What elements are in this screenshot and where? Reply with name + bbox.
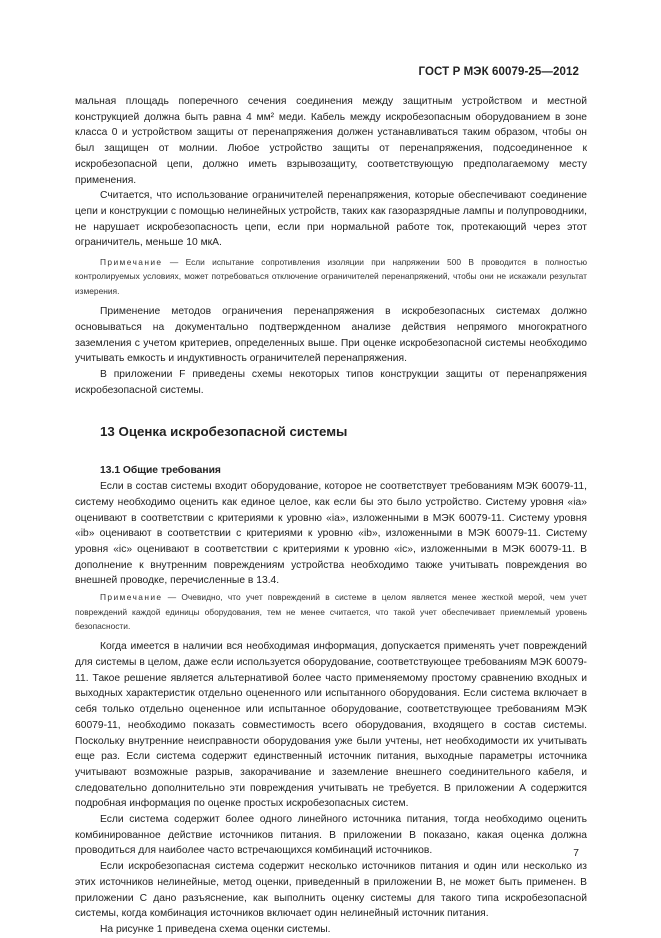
note-text: — Если испытание сопротивления изоляции при напряжении 500 В проводится в полностью контролируемых условиях, может потребоваться отключение ограничителей перенапряжений, чтобы они не искажали результат измерения.: [75, 257, 587, 296]
note: [75, 590, 587, 633]
paragraph: мальная площадь поперечного сечения соединения между защитным устройством и местной конструкцией должна быть равна 4 мм² меди. Кабель между искробезопасным оборудованием в зоне класса 0 и устройством защиты от перенапряжения должен устанавливаться таким образом, чтобы он был защищен от молнии. Любое устройство защиты от перенапряжения, подсоединенное к искробезопасной цепи, должно иметь взрывозащиту, соответствующую предполагаемому месту применения.: [75, 96, 587, 186]
paragraph: Если искробезопасная система содержит несколько источников питания и один или несколько из этих источников нелинейные, метод оценки, приведенный в приложении В, не может быть применен. В приложении С дано разъяснение, как выполнить оценку системы для такого типа искробезопасной системы, когда комбинация источников включает один нелинейный источник питания.: [75, 861, 587, 920]
paragraph: Считается, что использование ограничителей перенапряжения, которые обеспечивают соединение цепи и конструкции с помощью нелинейных устройств, таких как газоразрядные лампы и полупроводники, не нарушает искробезопасность цепи, если при нормальной работе ток, протекающий через этот ограничитель, меньше 10 мкА.: [75, 190, 587, 249]
page-number: 7: [573, 848, 579, 859]
section-heading: 13 Оценка искробезопасной системы: [100, 424, 348, 440]
note-label: Примечание: [100, 592, 163, 603]
standard-header: ГОСТ Р МЭК 60079-25—2012: [418, 66, 579, 78]
subsection-heading: 13.1 Общие требования: [100, 465, 221, 477]
paragraph: Применение методов ограничения перенапряжения в искробезопасных системах должно основываться на документально подтвержденном анализе действия непрямого многократного заземления с учетом критериев, определенных выше. При оценке искробезопасной системы необходимо учитывать емкость и индуктивность ограничителей перенапряжения.: [75, 306, 587, 365]
paragraph: Если система содержит более одного линейного источника питания, тогда необходимо оценить комбинированное действие источников питания. В приложении В показано, какая оценка должна проводиться для наиболее часто встречающихся комбинаций источников.: [75, 814, 587, 857]
paragraph: В приложении F приведены схемы некоторых типов конструкции защиты от перенапряжения искробезопасной системы.: [75, 369, 587, 396]
paragraph: Если в состав системы входит оборудование, которое не соответствует требованиям МЭК 60079-11, систему необходимо оценить как единое целое, как если бы это было устройство. Систему уровня «ia» оценивают в соответствии с критериями к уровню «ia», изложенными в МЭК 60079-11. Систему уровня «ib» оценивают в соответствии с критериями к уровню «ib», изложенными в МЭК 60079-11. Систему уровня «ic» оценивают в соответствии с критериями к уровню «ic», изложенными в МЭК 60079-11. В дополнение к внутренним повреждениям устройства необходимо также учитывать повреждения во внешней проводке, перечисленные в 13.4.: [75, 481, 587, 587]
paragraph: Когда имеется в наличии вся необходимая информация, допускается применять учет повреждений для системы в целом, даже если используется оборудование, соответствующее требованиям МЭК 60079-11. Такое решение является альтернативой более часто применяемому простому сравнению входных и выходных характеристик отдельно оцененного или испытанного оборудования. Если система включает в себя только отдельно оцененное или испытанное оборудование, соответствующее требованиям МЭК 60079-11, необходимо показать совместимость всего оборудования, входящего в состав системы. Поскольку внутренние неисправности оборудования уже были учтены, нет необходимости их учитывать еще раз. Если система содержит единственный источник питания, выходные параметры источника учитывают возможные разрыв, закорачивание и заземление внешнего соединительного кабеля, и следовательно дополнительно эти повреждения учитывать не требуется. В приложении А содержится подробная информация по оценке простых искробезопасных систем.: [75, 641, 587, 810]
paragraph: На рисунке 1 приведена схема оценки системы.: [100, 923, 331, 935]
note: [75, 255, 587, 298]
note-label: Примечание: [100, 257, 163, 268]
page-content: [75, 94, 587, 938]
note-text: — Очевидно, что учет повреждений в системе в целом является менее жесткой мерой, чем учет повреждений каждой единицы оборудования, тем не менее считается, что такой учет обеспечивает приемлемый уровень безопасности.: [75, 592, 587, 631]
